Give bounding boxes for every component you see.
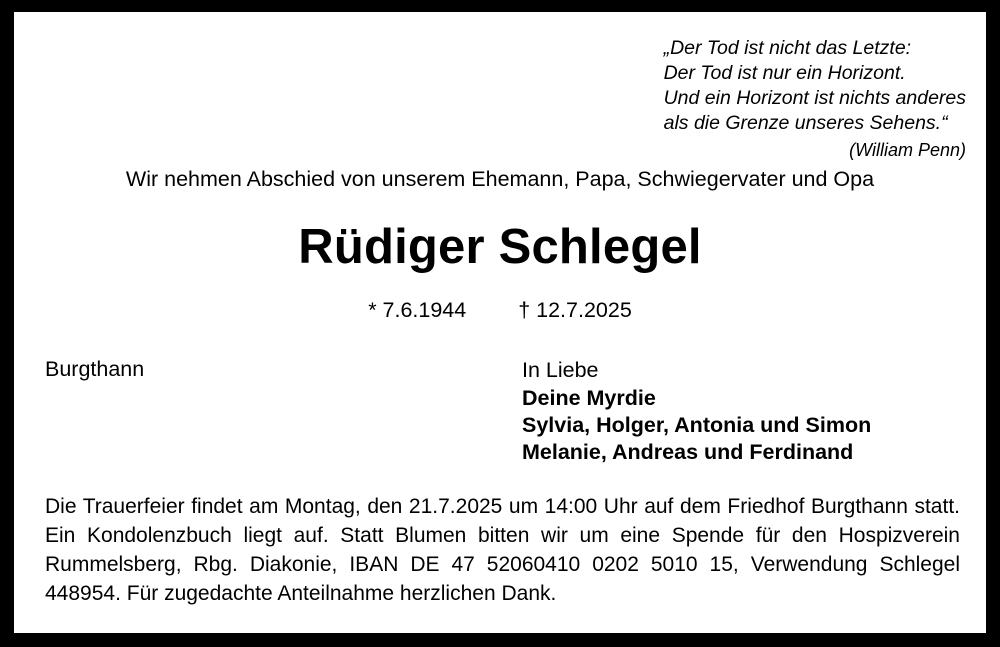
family-block <box>522 357 871 466</box>
family-lead: In Liebe <box>522 358 599 382</box>
intro-line: Wir nehmen Abschied von unserem Ehemann, Papa, Schwiegervater und Opa <box>125 167 875 191</box>
family-member-line: Melanie, Andreas und Ferdinand <box>522 440 854 464</box>
family-member-line: Sylvia, Holger, Antonia und Simon <box>522 413 872 437</box>
quote-line-1: „Der Tod ist nicht das Letzte: <box>663 37 912 59</box>
memorial-quote <box>664 36 966 163</box>
ceremony-details <box>45 492 960 608</box>
deceased-name: Rüdiger Schlegel <box>298 220 702 274</box>
birth-date: * 7.6.1944 <box>368 298 467 322</box>
death-date: † 12.7.2025 <box>518 298 632 322</box>
quote-line-3: Und ein Horizont ist nichts anderes <box>663 87 966 109</box>
quote-line-4: als die Grenze unseres Sehens.“ <box>663 112 948 134</box>
family-member-line: Deine Myrdie <box>522 386 656 410</box>
life-dates <box>14 298 986 323</box>
notice-sheet <box>14 12 986 633</box>
ceremony-text: Die Trauerfeier findet am Montag, den 21.7.2025 um 14:00 Uhr auf dem Friedhof Burgthann statt. Ein Kondolenzbuch liegt auf. Statt Blumen bitten wir um eine Spende für den Hospizverein Rummelsberg, Rbg. Diakonie, IBAN DE 47 52060410 0202 5010 15, Verwendung Schlegel 448954. Für zugedachte Anteilnahme herzlichen Dank. <box>45 495 960 605</box>
quote-attribution: (William Penn) <box>849 140 966 160</box>
quote-line-2: Der Tod ist nur ein Horizont. <box>663 62 906 84</box>
place-name: Burgthann <box>45 357 145 381</box>
